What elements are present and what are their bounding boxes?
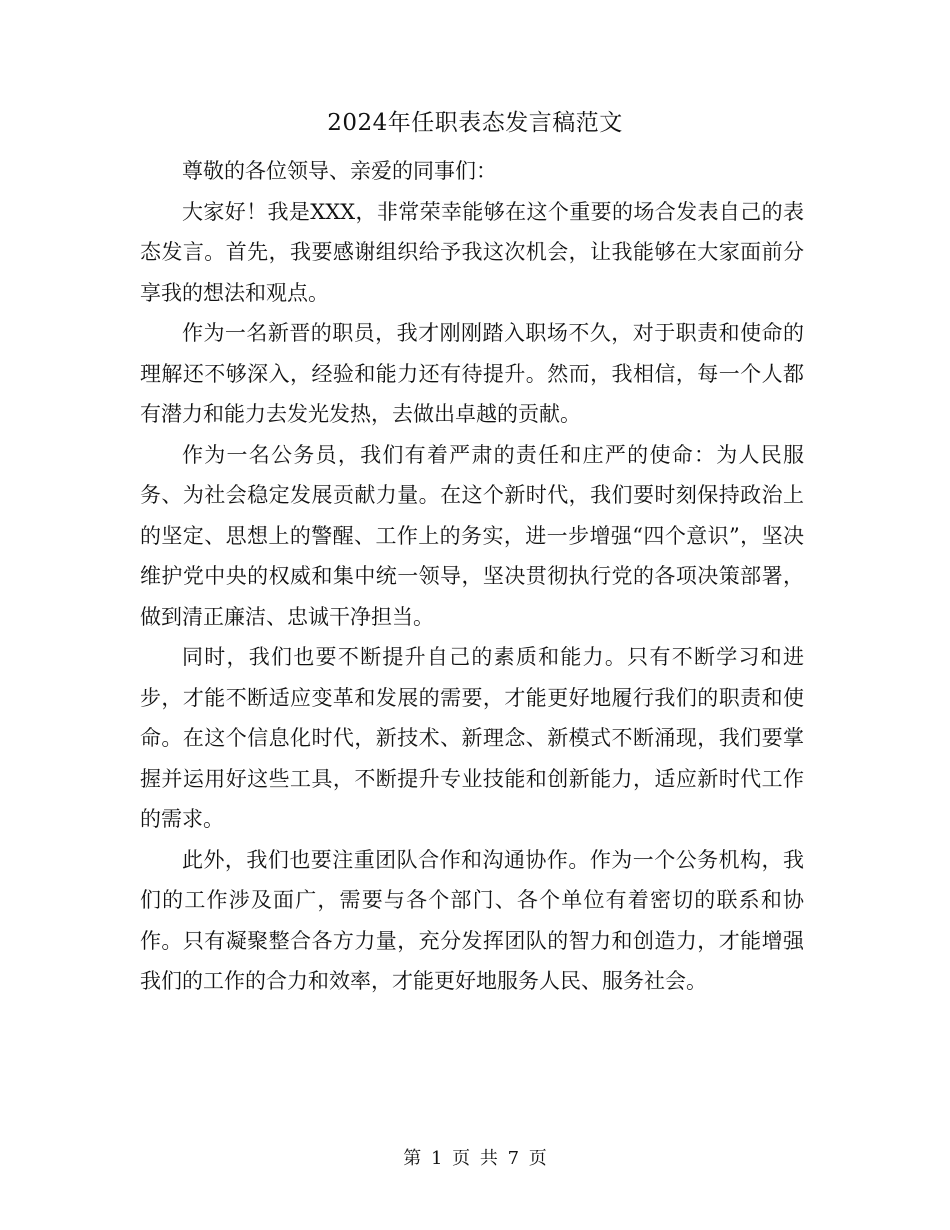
page-number: 第 1 页 共 7 页 [403,1148,547,1169]
paragraph-5: 此外，我们也要注重团队合作和沟通协作。作为一个公务机构，我们的工作涉及面广，需要与各个部门、各个单位有着密切的联系和协作。只有凝聚整合各方力量，充分发挥团队的智力和创造力，才能增强我们的工作的合力和效率，才能更好地服务人民、服务社会。 [140,847,804,993]
paragraph-4: 同时，我们也要不断提升自己的素质和能力。只有不断学习和进步，才能不断适应变革和发展的需要，才能更好地履行我们的职责和使命。在这个信息化时代，新技术、新理念、新模式不断涌现，我们要掌握并运用好这些工具，不断提升专业技能和创新能力，适应新时代工作的需求。 [140,645,804,831]
salutation: 尊敬的各位领导、亲爱的同事们： [182,159,497,183]
paragraph-3: 作为一名公务员，我们有着严肃的责任和庄严的使命：为人民服务、为社会稳定发展贡献力量。在这个新时代，我们要时刻保持政治上的坚定、思想上的警醒、工作上的务实，进一步增强“四个意识”，坚决维护党中央的权威和集中统一领导，坚决贯彻执行党的各项决策部署，做到清正廉洁、忠诚干净担当。 [140,442,804,629]
document-body [140,151,804,1002]
page-title: 2024年任职表态发言稿范文 [327,110,623,136]
paragraph-1: 大家好！我是XXX，非常荣幸能够在这个重要的场合发表自己的表态发言。首先，我要感谢组织给予我这次机会，让我能够在大家面前分享我的想法和观点。 [140,199,804,305]
paragraph-2: 作为一名新晋的职员，我才刚刚踏入职场不久，对于职责和使命的理解还不够深入，经验和能力还有待提升。然而，我相信，每一个人都有潜力和能力去发光发热，去做出卓越的贡献。 [140,321,804,426]
